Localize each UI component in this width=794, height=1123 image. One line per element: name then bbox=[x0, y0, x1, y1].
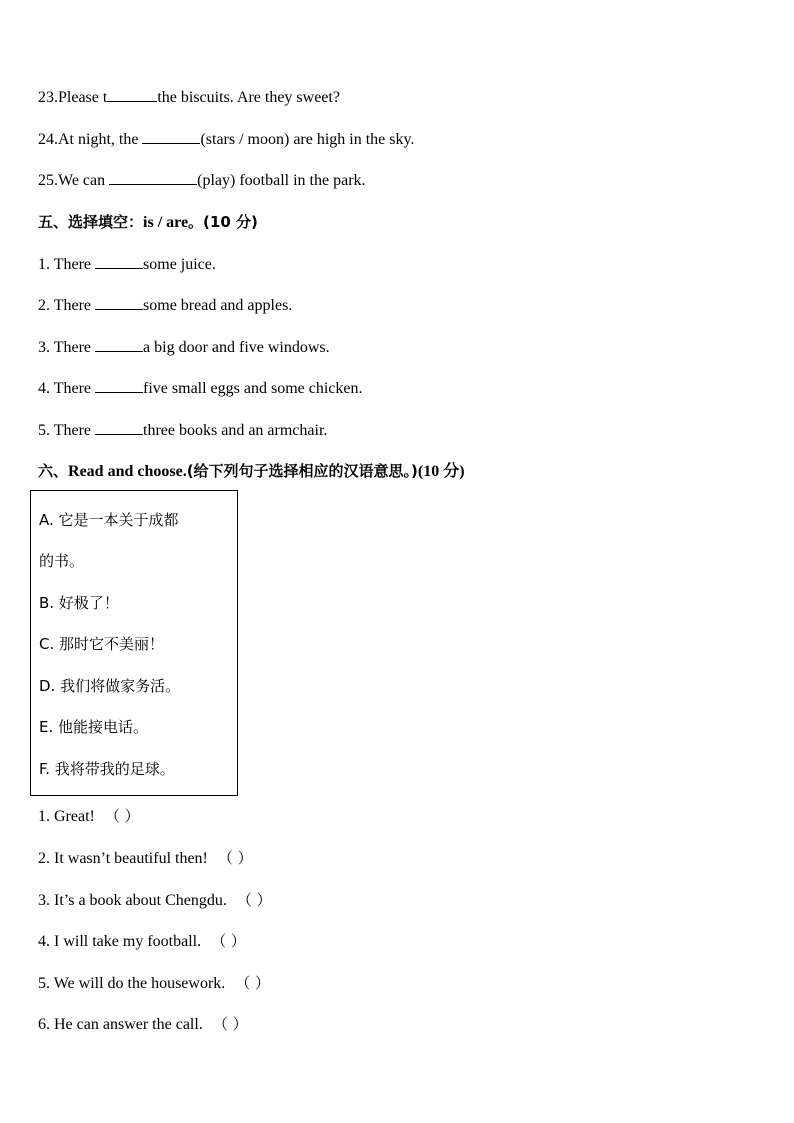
option-c: C. 那时它不美丽！ bbox=[39, 635, 165, 653]
answer-parentheses[interactable]: （ ） bbox=[211, 932, 246, 950]
answer-blank[interactable] bbox=[107, 87, 157, 102]
section5-title-prefix: 五、选择填空： bbox=[38, 213, 144, 231]
option-a-line-1: A. 它是一本关于成都 bbox=[39, 511, 179, 529]
section5-item-5 bbox=[38, 420, 327, 441]
section5-title bbox=[38, 212, 258, 233]
section5-item-2 bbox=[38, 295, 292, 316]
item-text: five small eggs and some chicken. bbox=[143, 380, 363, 397]
answer-blank[interactable] bbox=[95, 295, 143, 310]
answer-blank[interactable] bbox=[142, 129, 200, 144]
answer-parentheses[interactable]: （ ） bbox=[217, 849, 253, 867]
section5-title-suffix: 。(10 分) bbox=[188, 213, 258, 231]
item-text: a big door and five windows. bbox=[143, 339, 330, 356]
item-text-after: (play) football in the park. bbox=[197, 172, 366, 189]
item-prefix: 5. There bbox=[38, 422, 96, 439]
fill-item-24 bbox=[38, 129, 414, 150]
item-prefix: 2. There bbox=[38, 297, 96, 314]
options-box bbox=[30, 490, 238, 796]
question-text: 4. I will take my football. bbox=[38, 933, 202, 950]
item-prefix: 1. There bbox=[38, 256, 96, 273]
section6-question-5 bbox=[38, 973, 270, 994]
section5-item-3 bbox=[38, 337, 330, 358]
option-b: B. 好极了！ bbox=[39, 594, 119, 612]
option-f: F. 我将带我的足球。 bbox=[39, 760, 175, 778]
question-text: 3. It’s a book about Chengdu. bbox=[38, 892, 227, 909]
section6-title-score: (10 分) bbox=[417, 463, 465, 480]
answer-blank[interactable] bbox=[109, 170, 197, 185]
item-number: 23. bbox=[38, 89, 58, 106]
section6-title-cn: (给下列句子选择相应的汉语意思。) bbox=[186, 462, 418, 480]
section6-question-2 bbox=[38, 848, 253, 869]
question-text: 5. We will do the housework. bbox=[38, 975, 226, 992]
section5-item-4 bbox=[38, 378, 363, 399]
answer-parentheses[interactable]: （ ） bbox=[235, 974, 271, 992]
item-text: some juice. bbox=[143, 256, 216, 273]
section6-question-4 bbox=[38, 931, 246, 952]
answer-parentheses[interactable]: （ ） bbox=[212, 1015, 248, 1033]
item-text-before: Please t bbox=[58, 89, 108, 106]
answer-blank[interactable] bbox=[95, 378, 143, 393]
answer-blank[interactable] bbox=[95, 420, 143, 435]
item-text-after: the biscuits. Are they sweet? bbox=[157, 89, 340, 106]
section6-question-1 bbox=[38, 806, 140, 827]
fill-item-23 bbox=[38, 87, 340, 108]
answer-parentheses[interactable]: （ ） bbox=[104, 807, 140, 825]
item-prefix: 4. There bbox=[38, 380, 96, 397]
question-text: 1. Great! bbox=[38, 808, 95, 825]
option-d: D. 我们将做家务活。 bbox=[39, 677, 181, 695]
item-number: 25. bbox=[38, 172, 58, 189]
answer-blank[interactable] bbox=[95, 254, 143, 269]
item-text-after: (stars / moon) are high in the sky. bbox=[200, 131, 415, 148]
section6-title bbox=[38, 461, 465, 482]
section6-question-6 bbox=[38, 1014, 248, 1035]
item-prefix: 3. There bbox=[38, 339, 96, 356]
item-text-before: We can bbox=[58, 172, 110, 189]
section5-title-en: is / are bbox=[143, 214, 189, 231]
option-a-line-2: 的书。 bbox=[39, 552, 85, 570]
option-e: E. 他能接电话。 bbox=[39, 718, 149, 736]
section6-title-prefix: 六、 bbox=[38, 462, 69, 480]
item-number: 24. bbox=[38, 131, 58, 148]
item-text: some bread and apples. bbox=[143, 297, 293, 314]
question-text: 2. It wasn’t beautiful then! bbox=[38, 850, 208, 867]
item-text: three books and an armchair. bbox=[143, 422, 328, 439]
fill-item-25 bbox=[38, 170, 366, 191]
section6-title-en: Read and choose. bbox=[68, 463, 187, 480]
question-text: 6. He can answer the call. bbox=[38, 1016, 203, 1033]
section5-item-1 bbox=[38, 254, 216, 275]
item-text-before: At night, the bbox=[58, 131, 143, 148]
section6-question-3 bbox=[38, 890, 272, 911]
answer-parentheses[interactable]: （ ） bbox=[236, 891, 272, 909]
answer-blank[interactable] bbox=[95, 337, 143, 352]
